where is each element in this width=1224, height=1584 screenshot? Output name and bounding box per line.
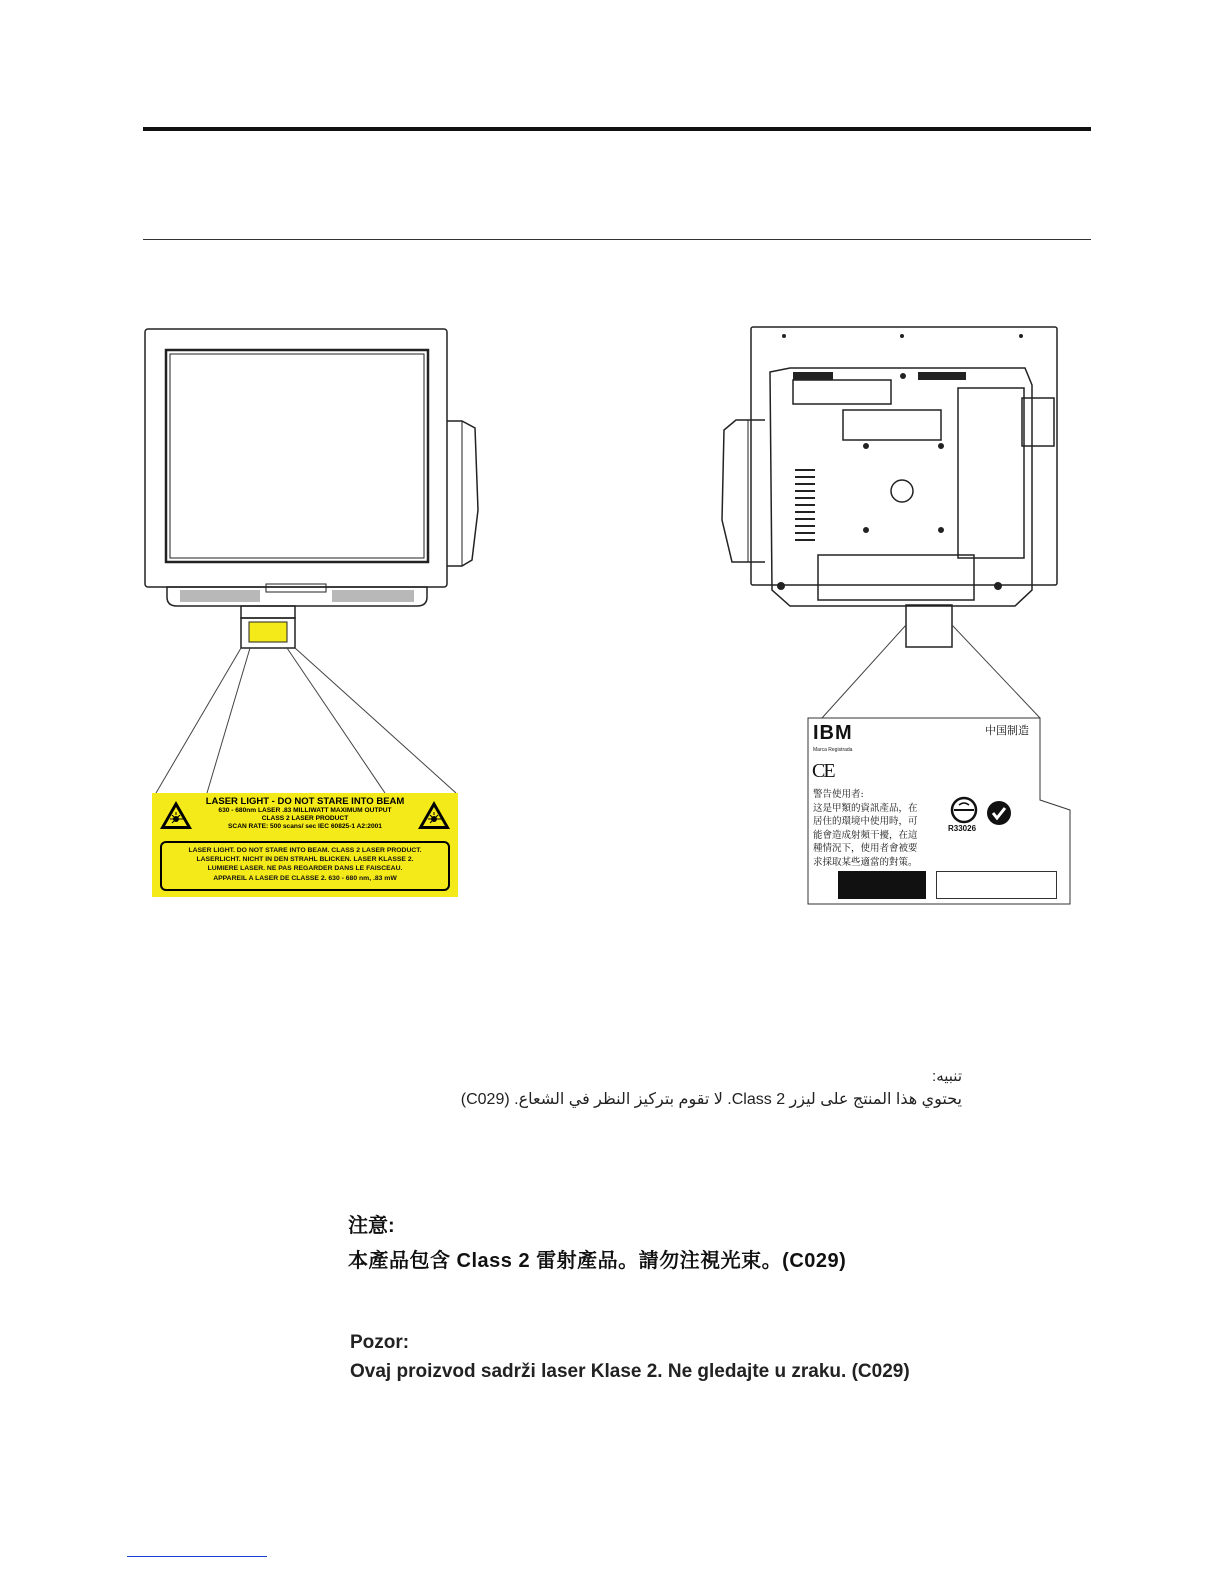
made-in-china-text: 中国制造	[985, 725, 1029, 737]
laser-hazard-icon-right	[416, 799, 452, 831]
laser-label-multilingual-box	[160, 841, 450, 891]
chinese-caution-heading: 注意:	[348, 1215, 395, 1237]
rear-pole-display	[1022, 398, 1054, 446]
rear-lower-panel	[818, 555, 974, 600]
rear-label-area	[843, 410, 941, 440]
rear-top-port-2	[918, 372, 966, 380]
front-screen	[166, 350, 428, 562]
ibm-logo: IBM	[813, 722, 853, 744]
arabic-caution-text: يحتوي هذا المنتج على ليزر Class 2. لا تقوم بتركيز النظر في الشعاع. (C029)	[460, 1091, 962, 1108]
arabic-caution-heading: تنبيه:	[932, 1068, 962, 1085]
warning-line: 这是甲類的資訊產品，在	[813, 802, 918, 814]
footer-link-rule	[127, 1556, 267, 1557]
chinese-caution-text: 本產品包含 Class 2 雷射產品。請勿注視光束。(C029)	[348, 1250, 847, 1272]
laser-box-line: LASERLICHT. NICHT IN DEN STRAHL BLICKEN. LASER KLASSE 2.	[196, 856, 414, 864]
laser-hazard-icon-left	[158, 799, 194, 831]
warning-line: 種情況下，使用者會被要	[813, 843, 918, 854]
label-white-box	[936, 871, 1057, 899]
rear-top-port	[793, 372, 833, 380]
bsmi-mark-icon	[950, 796, 978, 824]
chinese-caution	[348, 1212, 846, 1276]
front-monitor-bezel	[145, 329, 447, 587]
ibm-callout-lines	[822, 625, 1040, 718]
warning-line: 警告使用者:	[813, 789, 864, 800]
laser-box-line: LUMIERE LASER. NE PAS REGARDER DANS LE FAISCEAU.	[207, 865, 403, 873]
rear-io-cover	[958, 388, 1024, 558]
ce-mark: CE	[812, 760, 834, 782]
croatian-caution-heading: Pozor:	[350, 1332, 410, 1353]
laser-label-line2: 630 - 680nm LASER .83 MILLIWATT MAXIMUM OUTPUT	[218, 807, 392, 814]
ibm-regulatory-label	[808, 718, 1070, 904]
warning-line: 居住的環境中使用時，可	[813, 816, 918, 827]
front-center-slot	[266, 584, 326, 592]
laser-callout-lines	[156, 648, 456, 793]
laser-warning-label	[152, 793, 458, 897]
chinese-emi-warning	[813, 788, 918, 869]
front-scanner-window	[249, 622, 287, 642]
c-tick-mark-icon	[986, 800, 1012, 826]
laser-label-header	[202, 796, 408, 831]
front-stand-neck	[241, 606, 295, 618]
rear-center-hole	[891, 480, 913, 502]
label-black-box	[838, 871, 926, 899]
warning-line: 能會造成射頻干擾，在這	[813, 829, 918, 841]
croatian-caution-text: Ovaj proizvod sadrži laser Klase 2. Ne gledajte u zraku. (C029)	[350, 1361, 910, 1382]
rear-vent	[795, 470, 815, 540]
rear-monitor-panel	[751, 327, 1057, 585]
arabic-caution	[380, 1067, 962, 1111]
laser-label-line4: SCAN RATE: 500 scans/ sec IEC 60825-1 A2:2001	[228, 823, 382, 830]
front-screen-inner	[170, 354, 424, 558]
rear-view-terminal	[722, 327, 1057, 647]
rear-stand	[906, 605, 952, 647]
warning-line: 求採取某些適當的對策。	[813, 856, 918, 868]
laser-box-line: APPAREIL A LASER DE CLASSE 2. 630 - 680 nm, .83 mW	[213, 874, 397, 882]
rear-side-reader	[722, 420, 765, 562]
laser-box-line: LASER LIGHT. DO NOT STARE INTO BEAM. CLASS 2 LASER PRODUCT.	[188, 847, 422, 854]
laser-label-title: LASER LIGHT - DO NOT STARE INTO BEAM	[205, 796, 405, 807]
rear-top-bracket	[793, 380, 891, 404]
laser-label-line3: CLASS 2 LASER PRODUCT	[261, 815, 349, 822]
ibm-logo-subtext: Marca Registrada	[813, 747, 853, 753]
bsmi-code: R33026	[948, 824, 977, 833]
croatian-caution	[350, 1331, 910, 1385]
